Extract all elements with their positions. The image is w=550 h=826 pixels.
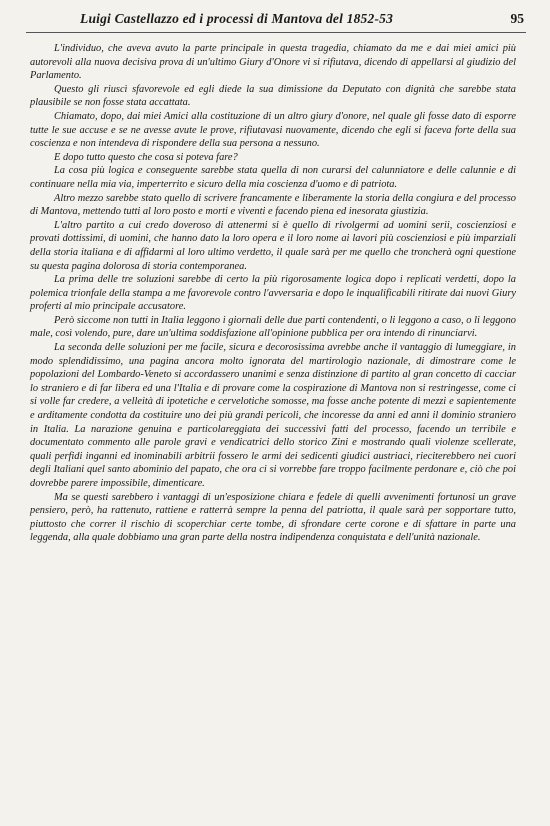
paragraph: Però siccome non tutti in Italia leggono i giornali delle due parti contendenti, o li leggono a caso, o li leggono male, così volendo, pure, dare un'ultima soddisfazione all'opinione pubblica per ora intendo di rinunciarvi. [30,314,516,340]
paragraph: Questo gli riuscì sfavorevole ed egli diede la sua dimissione da Deputato con dignità che sarebbe stata plausibile se non fosse stata accattata. [30,83,516,109]
paragraph: La cosa più logica e conseguente sarebbe stata quella di non curarsi del calunniatore e delle calunnie e di continuare nella mia via, imperterrito e sicuro della mia coscienza d'uomo e di patriota. [30,165,516,190]
paragraph: La seconda delle soluzioni per me facile, sicura e decorosissima avrebbe anche il vantaggio di lumeggiare, in modo splendidissimo, una pagina ancora molto ignorata del martirologio nazionale, di dimostrare come le popolazioni del Lombardo-Veneto si accordassero unanimi e senza distinzione di partito al gran concetto di cacciar lo straniero e di far libera ed una l'Italia e di provare come la cospirazione di Mantova non si restringesse, come ci si volle far credere, a velleità di ipotetiche e cervelotiche somosse, ma fosse anche potente di mezzi e sapientemente e arditamente condotta da costituire uno dei più grandi pericoli, che incoresse da anni ed anni il dominio straniero in Italia. La narazione genuina e particolareggiata dei successivi fatti del processo, facendo un terribile e documentato commento alle parole gravi e vendicatrici dello storico Zini e mostrando quali violenze scellerate, quali perfidi inganni ed inominabili arbitrii fossero le armi dei sedicenti giudici austriaci, rieciterebbero nei cuori degli Italiani quel santo abominio del papato, che ora ci si vorrebbe fare troppo facilmente perdonare e, ciò che poi dovrebbe parere impossibile, dimenticare. [30,342,516,489]
page-header [26,8,526,33]
paragraph: Altro mezzo sarebbe stato quello di scrivere francamente e liberamente la storia della congiura e del processo di Mantova, mettendo tutti al loro posto e morti e viventi e facendo piena ed inesorata giustizia. [30,192,516,218]
paragraph: L'individuo, che aveva avuto la parte principale in questa tragedia, chiamato da me e dai miei amici più autorevoli alla nuova decisiva prova di un'ultimo Giury d'Onore vi si rifiutava, dicendo di appellarsi al giudizio del Parlamento. [30,43,516,82]
page-number: 95 [510,11,524,26]
paragraph: E dopo tutto questo che cosa si poteva fare? [54,151,238,163]
page-body [30,42,516,545]
running-title: Luigi Castellazzo ed i processi di Mantova del 1852-53 [80,11,394,26]
paragraph: L'altro partito a cui credo doveroso di attenermi si è quello di rivolgermi ad uomini serii, coscienziosi e provati dottissimi, di uomini, che hanno dato la loro opera e il loro nome ai lavori più coscienziosi e più imparziali della storia italiana e di affidarmi al loro ultimo verdetto, il quale sarà per me quello che troncherà ogni questione su questa pagina dolorosa di storia contemporanea. [30,219,516,272]
paragraph: Chiamato, dopo, dai miei Amici alla costituzione di un altro giury d'onore, nel quale gli fosse dato di esporre tutte le sue accuse e se ne avesse avute le prove, rifiutavasi nuovamente, dicendo che egli si faceva forte della sua coscienza e non intendeva di rispondere della sua persona a nessuno. [30,110,516,150]
paragraph: Ma se questi sarebbero i vantaggi di un'esposizione chiara e fedele di quelli avvenimenti fortunosi un grave pensiero, però, ha rattenuto, rattiene e ratterrà sempre la penna del patriotta, il quale sarà per sopportare tutto, piuttosto che correr il rischio di scoperchiar certe tombe, di sfrondare certe corone e di sfattare in parte una leggenda, alla quale dobbiamo una gran parte della nostra indipendenza conquistata e dell'unità nazionale. [30,491,516,544]
paragraph: La prima delle tre soluzioni sarebbe di certo la più rigorosamente logica dopo i replicati verdetti, dopo la polemica trionfale della stampa a me favorevole contro l'avversaria e dopo le inqualificabili ritirate dai nuovi Giury proferti al mio principale accusatore. [30,274,516,313]
